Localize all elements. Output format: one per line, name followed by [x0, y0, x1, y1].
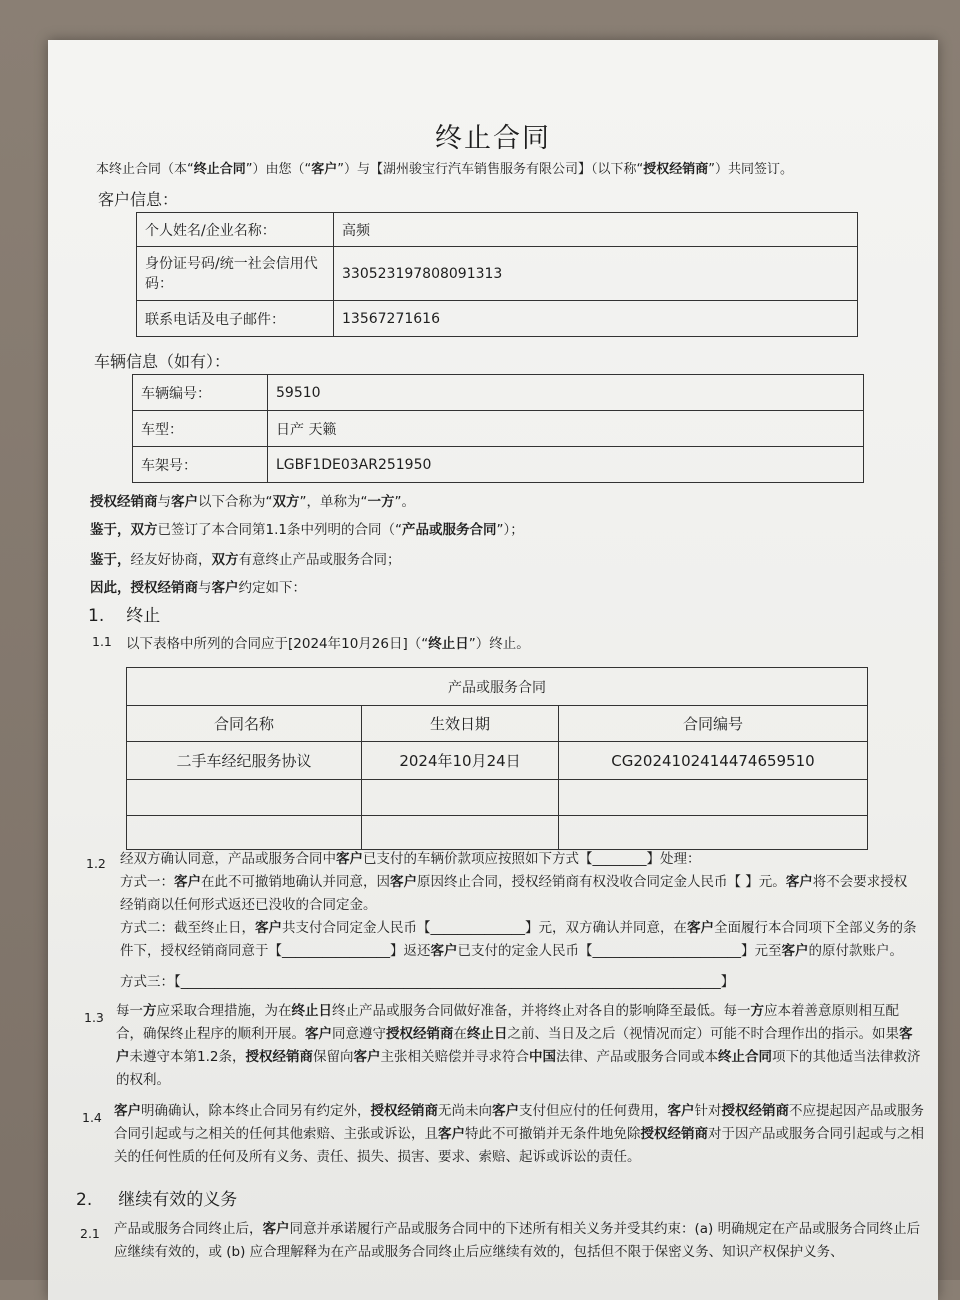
contract-name-cell: 二手车经纪服务协议 [127, 742, 362, 780]
c13-b5: 授权经销商 [386, 1026, 454, 1042]
parties-text-4: ”。 [394, 494, 415, 510]
whereas-clause-1 [90, 518, 524, 538]
whereas2-bold-1: 鉴于， [90, 552, 131, 568]
contract-number-cell [559, 816, 868, 850]
table-row [127, 816, 868, 850]
intro-bold-3: 授权经销商 [643, 162, 709, 177]
clause-1-2-number: 1.2 [86, 856, 106, 871]
clause-1-2-method-1 [120, 871, 920, 917]
c13-t11: 法律、产品或服务合同或本 [555, 1049, 718, 1065]
m2-bold-h: 客户 [781, 943, 809, 959]
c14-t7: 对于因产品或服务合同引起或与之相关的任何性质的任何及所有义务、责任、损失、损害、要求、索赔、起诉或诉讼的责任。 [114, 1126, 924, 1165]
section-1-number: 1. [88, 606, 105, 626]
therefore-text-2: 约定如下： [238, 580, 306, 596]
c14-t1: 明确确认，除本终止合同另有约定外， [141, 1103, 371, 1119]
c13-b9: 客户 [353, 1049, 381, 1065]
therefore-clause [90, 576, 306, 596]
whereas1-bold-2: 双方 [130, 522, 158, 538]
c13-b8: 授权经销商 [245, 1049, 313, 1065]
section-1-heading [88, 601, 160, 626]
c13-t4: 应本着善意原则相互配合，确保终止程序的顺利开展。 [116, 1003, 899, 1042]
c21-t1: 产品或服务合同终止后， [114, 1221, 263, 1237]
c13-t8: 未遵守本第1.2条， [129, 1049, 246, 1065]
contract-table-header-row [127, 706, 868, 742]
contract-header-number: 合同编号 [559, 706, 868, 742]
vehicle-label: 车辆编号： [133, 375, 268, 411]
therefore-text-1: 与 [198, 580, 212, 596]
customer-row [137, 301, 858, 337]
customer-row [137, 213, 858, 247]
contract-table-title-row [127, 668, 868, 706]
c11-bold-1: 终止日 [428, 636, 469, 652]
c14-t3: 支付但应付的任何费用， [519, 1103, 668, 1119]
c13-b7: 客户 [116, 1026, 913, 1065]
vehicle-value: LGBF1DE03AR251950 [268, 447, 864, 483]
c13-t3: 终止产品或服务合同做好准备，并将终止对各自的影响降至最低。每一 [332, 1003, 751, 1019]
intro-text-3: ”）与【湖州骏宝行汽车销售服务有限公司】（以下称“ [337, 162, 644, 177]
customer-value: 高频 [334, 213, 858, 247]
c13-b2: 终止日 [291, 1003, 332, 1019]
c11-text-2: ”）终止。 [468, 636, 530, 652]
c13-b6: 终止日 [467, 1026, 508, 1042]
c14-b3: 客户 [492, 1103, 519, 1119]
section-2-number: 2. [76, 1190, 93, 1210]
c13-t9: 保留向 [312, 1049, 354, 1065]
whereas2-bold-2: 双方 [211, 552, 239, 568]
parties-bold-1: 授权经销商 [90, 494, 158, 510]
customer-value: 13567271616 [334, 301, 858, 337]
intro-text-4: ”）共同签订。 [708, 162, 794, 177]
c13-t2: 应采取合理措施，为在 [156, 1003, 292, 1019]
contract-date-cell [362, 780, 559, 816]
m1-bold-d: 客户 [390, 874, 417, 890]
section-2-title: 继续有效的义务 [118, 1190, 238, 1210]
c13-t1: 每一 [116, 1003, 143, 1019]
customer-info-table [136, 212, 858, 337]
c14-t6: 特此不可撤销并无条件地免除 [465, 1126, 641, 1142]
customer-label: 个人姓名/企业名称： [137, 213, 334, 247]
parties-text-3: ”，单称为“ [299, 494, 368, 510]
vehicle-row [133, 447, 864, 483]
clause-1-3-number: 1.3 [84, 1010, 104, 1025]
clause-1-1-text [126, 632, 530, 652]
clause-1-1-number: 1.1 [92, 634, 112, 649]
contract-number-cell: CG2024102414474659510 [559, 742, 868, 780]
clause-1-4-text [114, 1100, 924, 1169]
c13-t10: 主张相关赔偿并寻求符合 [380, 1049, 529, 1065]
c14-t4: 针对 [694, 1103, 722, 1119]
c14-b7: 授权经销商 [640, 1126, 708, 1142]
c12-text-c: 已支付的车辆价款项应按照如下方式【________】处理： [363, 851, 701, 867]
c14-b4: 客户 [667, 1103, 695, 1119]
c13-b1: 方 [143, 1003, 157, 1019]
parties-text-2: 以下合称为“ [198, 494, 273, 510]
contract-date-cell: 2024年10月24日 [362, 742, 559, 780]
parties-definition [90, 490, 415, 510]
vehicle-row [133, 411, 864, 447]
customer-label: 联系电话及电子邮件： [137, 301, 334, 337]
clause-1-2-method-3: 方式三：【________________________________________________________________________________】 [120, 974, 735, 990]
clause-2-1-number: 2.1 [80, 1226, 100, 1241]
m1-text-c: 在此不可撤销地确认并同意，因 [201, 874, 390, 890]
c13-b11: 终止合同 [717, 1049, 772, 1065]
whereas1-text-1: 已签订了本合同第1.1条中列明的合同（“ [157, 522, 402, 538]
table-row [127, 780, 868, 816]
whereas1-text-2: ”）； [496, 522, 524, 538]
c13-t12: 项下的其他适当法律救济的权利。 [116, 1049, 921, 1088]
m2-bold-f: 客户 [430, 943, 458, 959]
c14-t5: 不应提起因产品或服务合同引起或与之相关的任何其他索赔、主张或诉讼，且 [114, 1103, 924, 1142]
whereas-clause-2 [90, 548, 401, 568]
vehicle-row [133, 375, 864, 411]
c13-b4: 客户 [305, 1026, 332, 1042]
document-title: 终止合同 [435, 123, 551, 154]
intro-bold-1: 终止合同 [193, 162, 246, 177]
m1-bold-b: 客户 [174, 874, 201, 890]
m1-text-e: 原因终止合同，授权经销商有权没收合同定金人民币【 】元。 [417, 874, 786, 890]
clause-1-2-text [120, 848, 920, 871]
clause-1-3-text [116, 1000, 922, 1092]
vehicle-info-table [132, 374, 864, 483]
clause-1-4-number: 1.4 [82, 1110, 102, 1125]
m2-text-e: 全面履行本合同项下全部义务的条件下，授权经销商同意于【________________】返还 [120, 920, 917, 959]
customer-info-heading: 客户信息： [98, 190, 179, 209]
whereas2-text-2: 有意终止产品或服务合同； [238, 552, 401, 568]
parties-bold-3: 双方 [272, 494, 300, 510]
contract-name-cell [127, 816, 362, 850]
m1-text-g: 将不会要求授权经销商以任何形式返还已没收的合同定金。 [120, 874, 908, 913]
c12-text-a: 经双方确认同意，产品或服务合同中 [120, 851, 336, 867]
contract-name-cell [127, 780, 362, 816]
section-2-heading [76, 1185, 237, 1210]
clause-1-2-method-2 [120, 917, 920, 963]
c14-b1: 客户 [114, 1103, 141, 1119]
c14-t2: 无尚未向 [438, 1103, 492, 1119]
whereas2-text-1: 经友好协商， [130, 552, 212, 568]
therefore-bold-1: 因此，授权经销商 [90, 580, 198, 596]
m1-text-a: 方式一： [120, 874, 174, 890]
parties-text-1: 与 [157, 494, 171, 510]
table-row [127, 742, 868, 780]
vehicle-value: 59510 [268, 375, 864, 411]
c21-b1: 客户 [262, 1221, 290, 1237]
c11-text-1: 以下表格中所列的合同应于[2024年10月26日]（“ [126, 636, 429, 652]
c12-bold-b: 客户 [336, 851, 363, 867]
intro-paragraph [96, 158, 793, 177]
intro-text-2: ”）由您（“ [245, 162, 312, 177]
c14-b2: 授权经销商 [370, 1103, 438, 1119]
vehicle-info-heading: 车辆信息（如有）： [94, 352, 231, 371]
intro-text-1: 本终止合同（本“ [96, 162, 194, 177]
intro-bold-2: 客户 [311, 162, 338, 177]
parties-bold-4: 一方 [367, 494, 395, 510]
m2-text-g: 已支付的定金人民币【______________________】元至 [457, 943, 782, 959]
whereas1-bold-3: 产品或服务合同 [401, 522, 497, 538]
vehicle-label: 车型： [133, 411, 268, 447]
c14-b6: 客户 [438, 1126, 465, 1142]
m2-text-c: 共支付合同定金人民币【______________】元，双方确认并同意，在 [282, 920, 687, 936]
parties-bold-2: 客户 [171, 494, 198, 510]
c13-t5: 同意遵守 [332, 1026, 386, 1042]
c14-b5: 授权经销商 [721, 1103, 789, 1119]
therefore-bold-2: 客户 [211, 580, 239, 596]
m2-text-a: 方式二：截至终止日， [120, 920, 255, 936]
c13-t6: 在 [453, 1026, 467, 1042]
customer-label: 身份证号码/统一社会信用代码： [137, 247, 334, 301]
customer-value: 330523197808091313 [334, 247, 858, 301]
c13-b10: 中国 [528, 1049, 556, 1065]
contract-header-name: 合同名称 [127, 706, 362, 742]
contract-number-cell [559, 780, 868, 816]
c13-b3: 方 [750, 1003, 764, 1019]
customer-row [137, 247, 858, 301]
whereas1-bold-1: 鉴于， [90, 522, 131, 538]
c13-t7: 之前、当日及之后（视情况而定）可能不时合理作出的指示。如果 [507, 1026, 899, 1042]
m2-text-i: 的原付款账户。 [808, 943, 903, 959]
contract-table-title: 产品或服务合同 [127, 668, 868, 706]
contract-page [48, 40, 938, 1300]
contract-table [126, 667, 868, 850]
section-1-title: 终止 [126, 606, 161, 626]
contract-header-date: 生效日期 [362, 706, 559, 742]
m2-bold-d: 客户 [687, 920, 714, 936]
contract-date-cell [362, 816, 559, 850]
vehicle-value: 日产 天籁 [268, 411, 864, 447]
c21-t2: 同意并承诺履行产品或服务合同中的下述所有相关义务并受其约束：(a) 明确规定在产品或服务合同终止后应继续有效的，或 (b) 应合理解释为在产品或服务合同终止后应继续有效的，包括但不限于保密义务、知识产权保护义务、 [114, 1221, 921, 1260]
m2-bold-b: 客户 [255, 920, 282, 936]
clause-2-1-text [114, 1218, 926, 1264]
m1-bold-f: 客户 [785, 874, 813, 890]
vehicle-label: 车架号： [133, 447, 268, 483]
